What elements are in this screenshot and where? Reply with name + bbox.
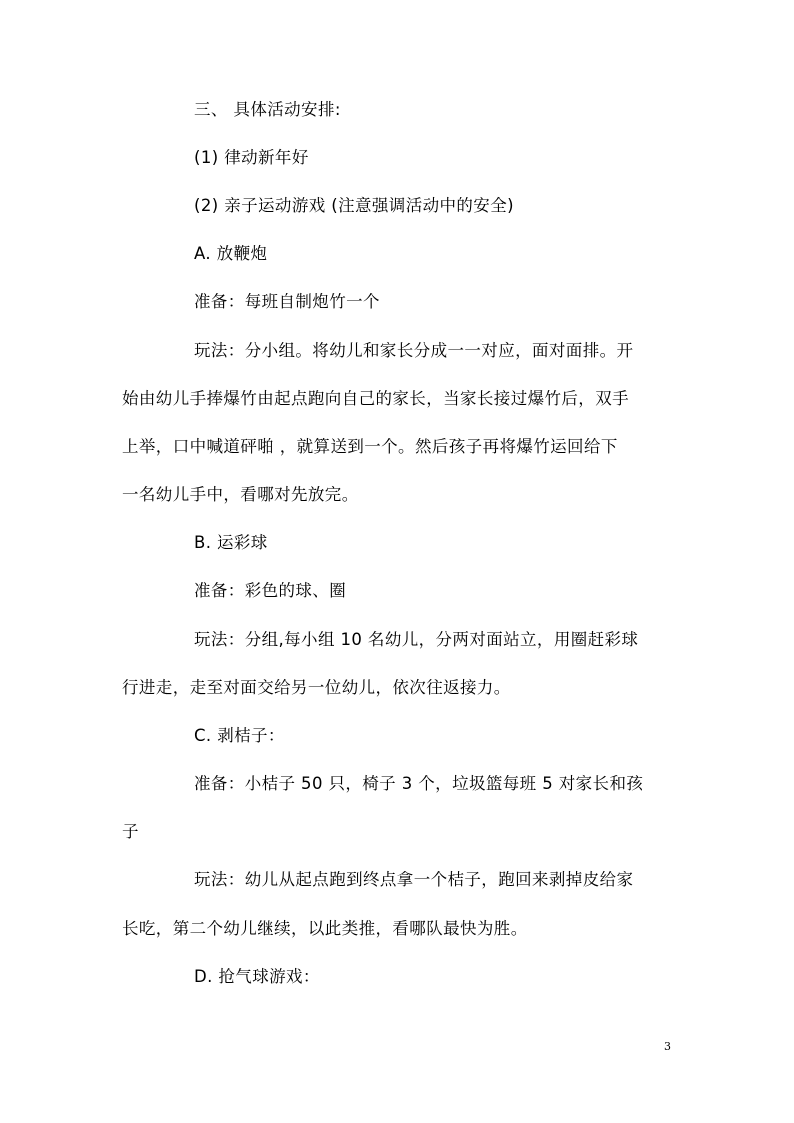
game-b-preparation: 准备：彩色的球、圈 — [194, 581, 347, 600]
game-b-title: B. 运彩球 — [194, 533, 268, 552]
game-c-rules-line-2: 长吃，第二个幼儿继续，以此类推，看哪队最快为胜。 — [122, 919, 528, 938]
game-a-rules-line-3: 上举，口中喊道砰啪 ，就算送到一个。然后孩子再将爆竹运回给下 — [122, 437, 618, 456]
activity-item-1: (1) 律动新年好 — [194, 148, 309, 167]
game-a-rules-line-4: 一名幼儿手中，看哪对先放完。 — [122, 485, 359, 504]
game-b-rules-line-1: 玩法：分组,每小组 10 名幼儿，分两对面站立，用圈赶彩球 — [194, 630, 639, 649]
page-number: 3 — [664, 1040, 671, 1053]
section-heading: 三、 具体活动安排: — [194, 100, 341, 119]
game-a-rules-line-1: 玩法：分小组。将幼儿和家长分成一一对应，面对面排。开 — [194, 341, 634, 360]
game-d-title: D. 抢气球游戏： — [194, 967, 320, 986]
game-a-preparation: 准备：每班自制炮竹一个 — [194, 292, 380, 311]
game-c-title: C. 剥桔子： — [194, 726, 285, 745]
game-c-preparation-line-1: 准备：小桔子 50 只，椅子 3 个，垃圾篮每班 5 对家长和孩 — [194, 774, 644, 793]
game-a-rules-line-2: 始由幼儿手捧爆竹由起点跑向自己的家长，当家长接过爆竹后，双手 — [122, 389, 629, 408]
game-b-rules-line-2: 行进走，走至对面交给另一位幼儿，依次往返接力。 — [122, 678, 511, 697]
game-a-title: A. 放鞭炮 — [194, 244, 268, 263]
game-c-preparation-line-2: 子 — [122, 822, 139, 841]
game-c-rules-line-1: 玩法：幼儿从起点跑到终点拿一个桔子，跑回来剥掉皮给家 — [194, 870, 634, 889]
activity-item-2: (2) 亲子运动游戏 (注意强调活动中的安全) — [194, 196, 514, 215]
